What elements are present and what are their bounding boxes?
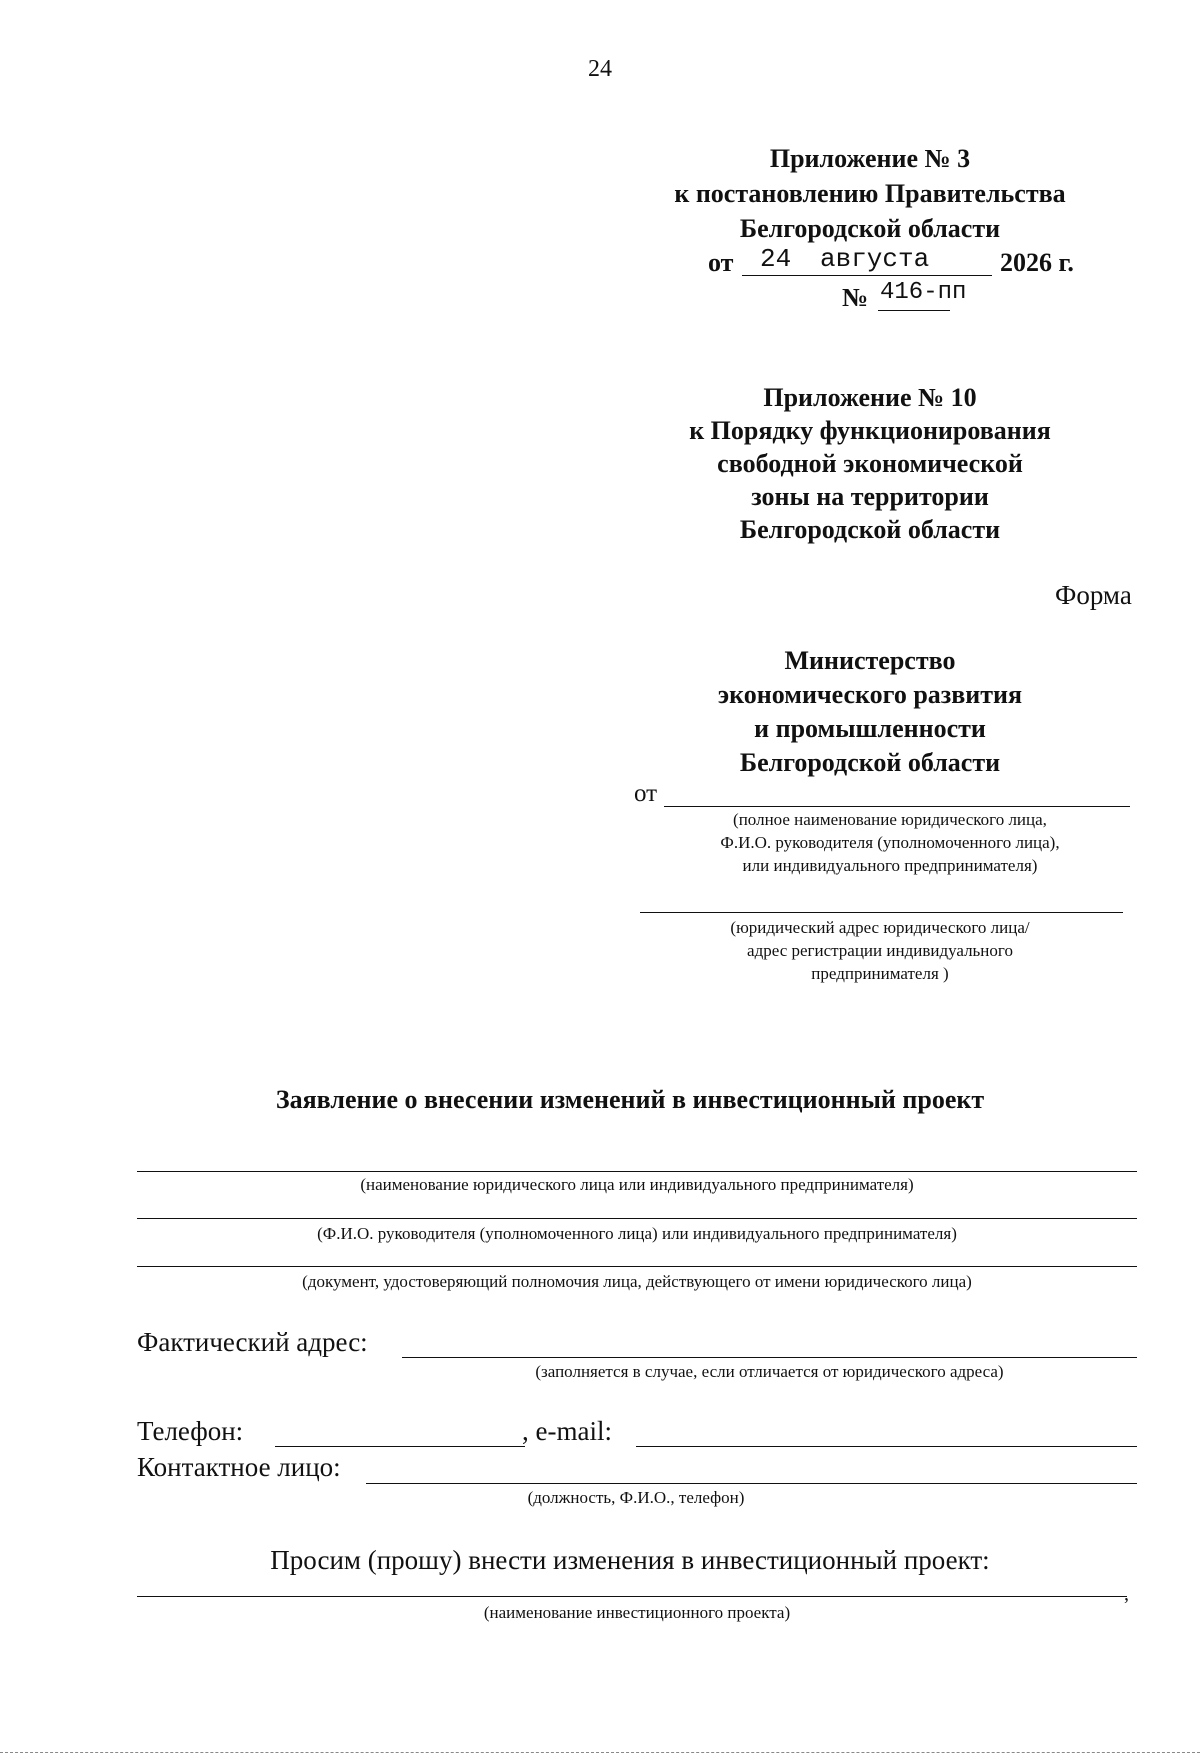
actual-address-caption: (заполняется в случае, если отличается от юридического адреса)	[535, 1362, 1004, 1381]
appendix10-line2: к Порядку функционирования	[689, 416, 1051, 445]
from-prefix: от	[634, 780, 658, 807]
appendix3-line2: к постановлению Правительства	[674, 179, 1066, 208]
from-caption-1: (полное наименование юридического лица,	[733, 810, 1047, 829]
date-month: августа	[820, 244, 930, 274]
page-bottom-edge	[0, 1752, 1200, 1753]
form-label: Форма	[1055, 580, 1132, 610]
number-underline	[878, 310, 950, 311]
actual-address-label: Фактический адрес:	[137, 1327, 368, 1357]
date-year: 2026 г.	[1000, 248, 1074, 277]
page-number: 24	[588, 56, 612, 82]
entity-name-caption: (наименование юридического лица или индивидуального предпринимателя)	[360, 1175, 914, 1194]
statement-title: Заявление о внесении изменений в инвестиционный проект	[275, 1085, 985, 1114]
address-caption-1: (юридический адрес юридического лица/	[730, 918, 1030, 937]
contact-line[interactable]	[366, 1483, 1137, 1484]
appendix10-line5: Белгородской области	[739, 515, 1001, 544]
contact-label: Контактное лицо:	[137, 1452, 341, 1482]
contact-caption: (должность, Ф.И.О., телефон)	[527, 1488, 745, 1507]
phone-line[interactable]	[275, 1446, 525, 1447]
number-prefix: №	[842, 283, 869, 312]
authority-doc-line[interactable]	[137, 1266, 1137, 1267]
addressee-line1: Министерство	[784, 646, 956, 675]
from-address-line[interactable]	[640, 912, 1123, 913]
entity-name-line[interactable]	[137, 1171, 1137, 1172]
head-name-caption: (Ф.И.О. руководителя (уполномоченного лица) или индивидуального предпринимателя)	[317, 1224, 957, 1243]
project-caption: (наименование инвестиционного проекта)	[483, 1603, 791, 1622]
appendix10-line4: зоны на территории	[751, 482, 989, 511]
request-text: Просим (прошу) внести изменения в инвестиционный проект:	[270, 1545, 990, 1575]
appendix10-title: Приложение № 10	[763, 383, 977, 412]
email-label: , e-mail:	[522, 1416, 612, 1446]
from-caption-2: Ф.И.О. руководителя (уполномоченного лица),	[720, 833, 1060, 852]
authority-doc-caption: (документ, удостоверяющий полномочия лица, действующего от имени юридического лица)	[302, 1272, 972, 1291]
project-line-comma: ,	[1124, 1583, 1129, 1605]
appendix3-title: Приложение № 3	[769, 144, 971, 173]
date-underline	[742, 275, 992, 276]
addressee-line4: Белгородской области	[739, 748, 1001, 777]
address-caption-3: предпринимателя )	[811, 964, 949, 983]
addressee-line2: экономического развития	[717, 680, 1023, 709]
from-name-line[interactable]	[664, 806, 1130, 807]
phone-label: Телефон:	[137, 1416, 244, 1446]
actual-address-line[interactable]	[402, 1357, 1137, 1358]
from-caption-3: или индивидуального предпринимателя)	[742, 856, 1038, 875]
addressee-line3: и промышленности	[754, 714, 986, 743]
appendix3-line3: Белгородской области	[739, 214, 1001, 243]
address-caption-2: адрес регистрации индивидуального	[747, 941, 1013, 960]
email-line[interactable]	[636, 1446, 1137, 1447]
appendix10-line3: свободной экономической	[717, 449, 1023, 478]
head-name-line[interactable]	[137, 1218, 1137, 1219]
number-value: 416-пп	[880, 279, 967, 306]
project-name-line[interactable]	[137, 1596, 1127, 1597]
date-day: 24	[760, 244, 792, 274]
date-prefix: от	[708, 248, 734, 277]
